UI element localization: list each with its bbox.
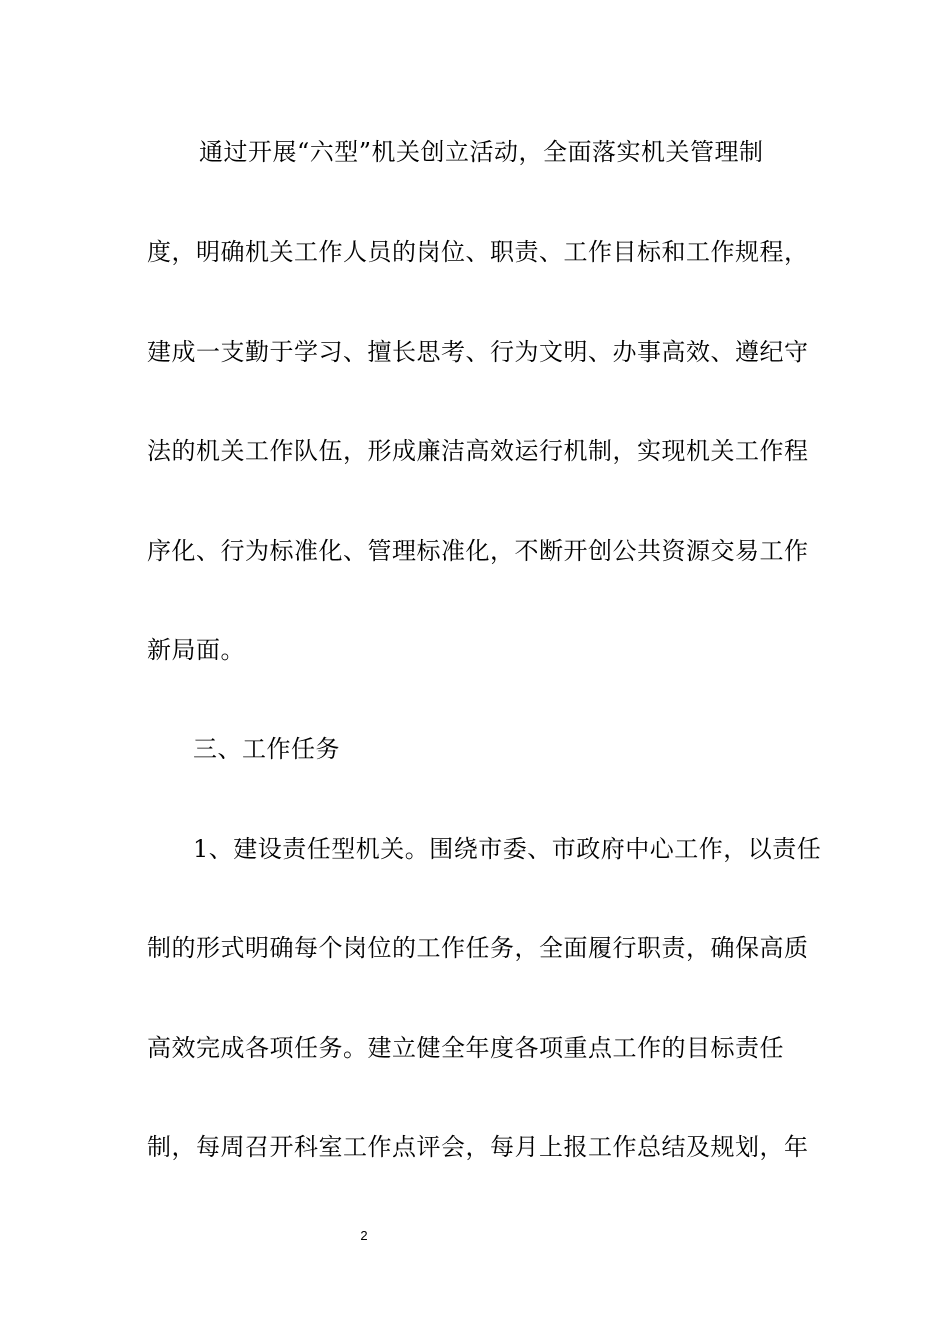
paragraph-line: 序化、行为标准化、管理标准化，不断开创公共资源交易工作 [147, 537, 809, 565]
paragraph-line: 法的机关工作队伍，形成廉洁高效运行机制，实现机关工作程 [147, 437, 809, 465]
paragraph-line: 1、建设责任型机关。围绕市委、市政府中心工作，以责任 [193, 835, 822, 863]
paragraph-line: 高效完成各项任务。建立健全年度各项重点工作的目标责任 [147, 1034, 784, 1062]
paragraph-line: 新局面。 [147, 636, 245, 664]
page-number: 2 [360, 1228, 368, 1243]
paragraph-line: 制的形式明确每个岗位的工作任务，全面履行职责，确保高质 [147, 934, 809, 962]
paragraph-line: 度，明确机关工作人员的岗位、职责、工作目标和工作规程， [147, 238, 809, 266]
section-heading: 三、工作任务 [193, 735, 340, 763]
paragraph-line: 建成一支勤于学习、擅长思考、行为文明、办事高效、遵纪守 [147, 338, 809, 366]
paragraph-line: 通过开展“六型”机关创立活动，全面落实机关管理制 [199, 138, 764, 166]
paragraph-line: 制，每周召开科室工作点评会，每月上报工作总结及规划，年 [147, 1133, 809, 1161]
